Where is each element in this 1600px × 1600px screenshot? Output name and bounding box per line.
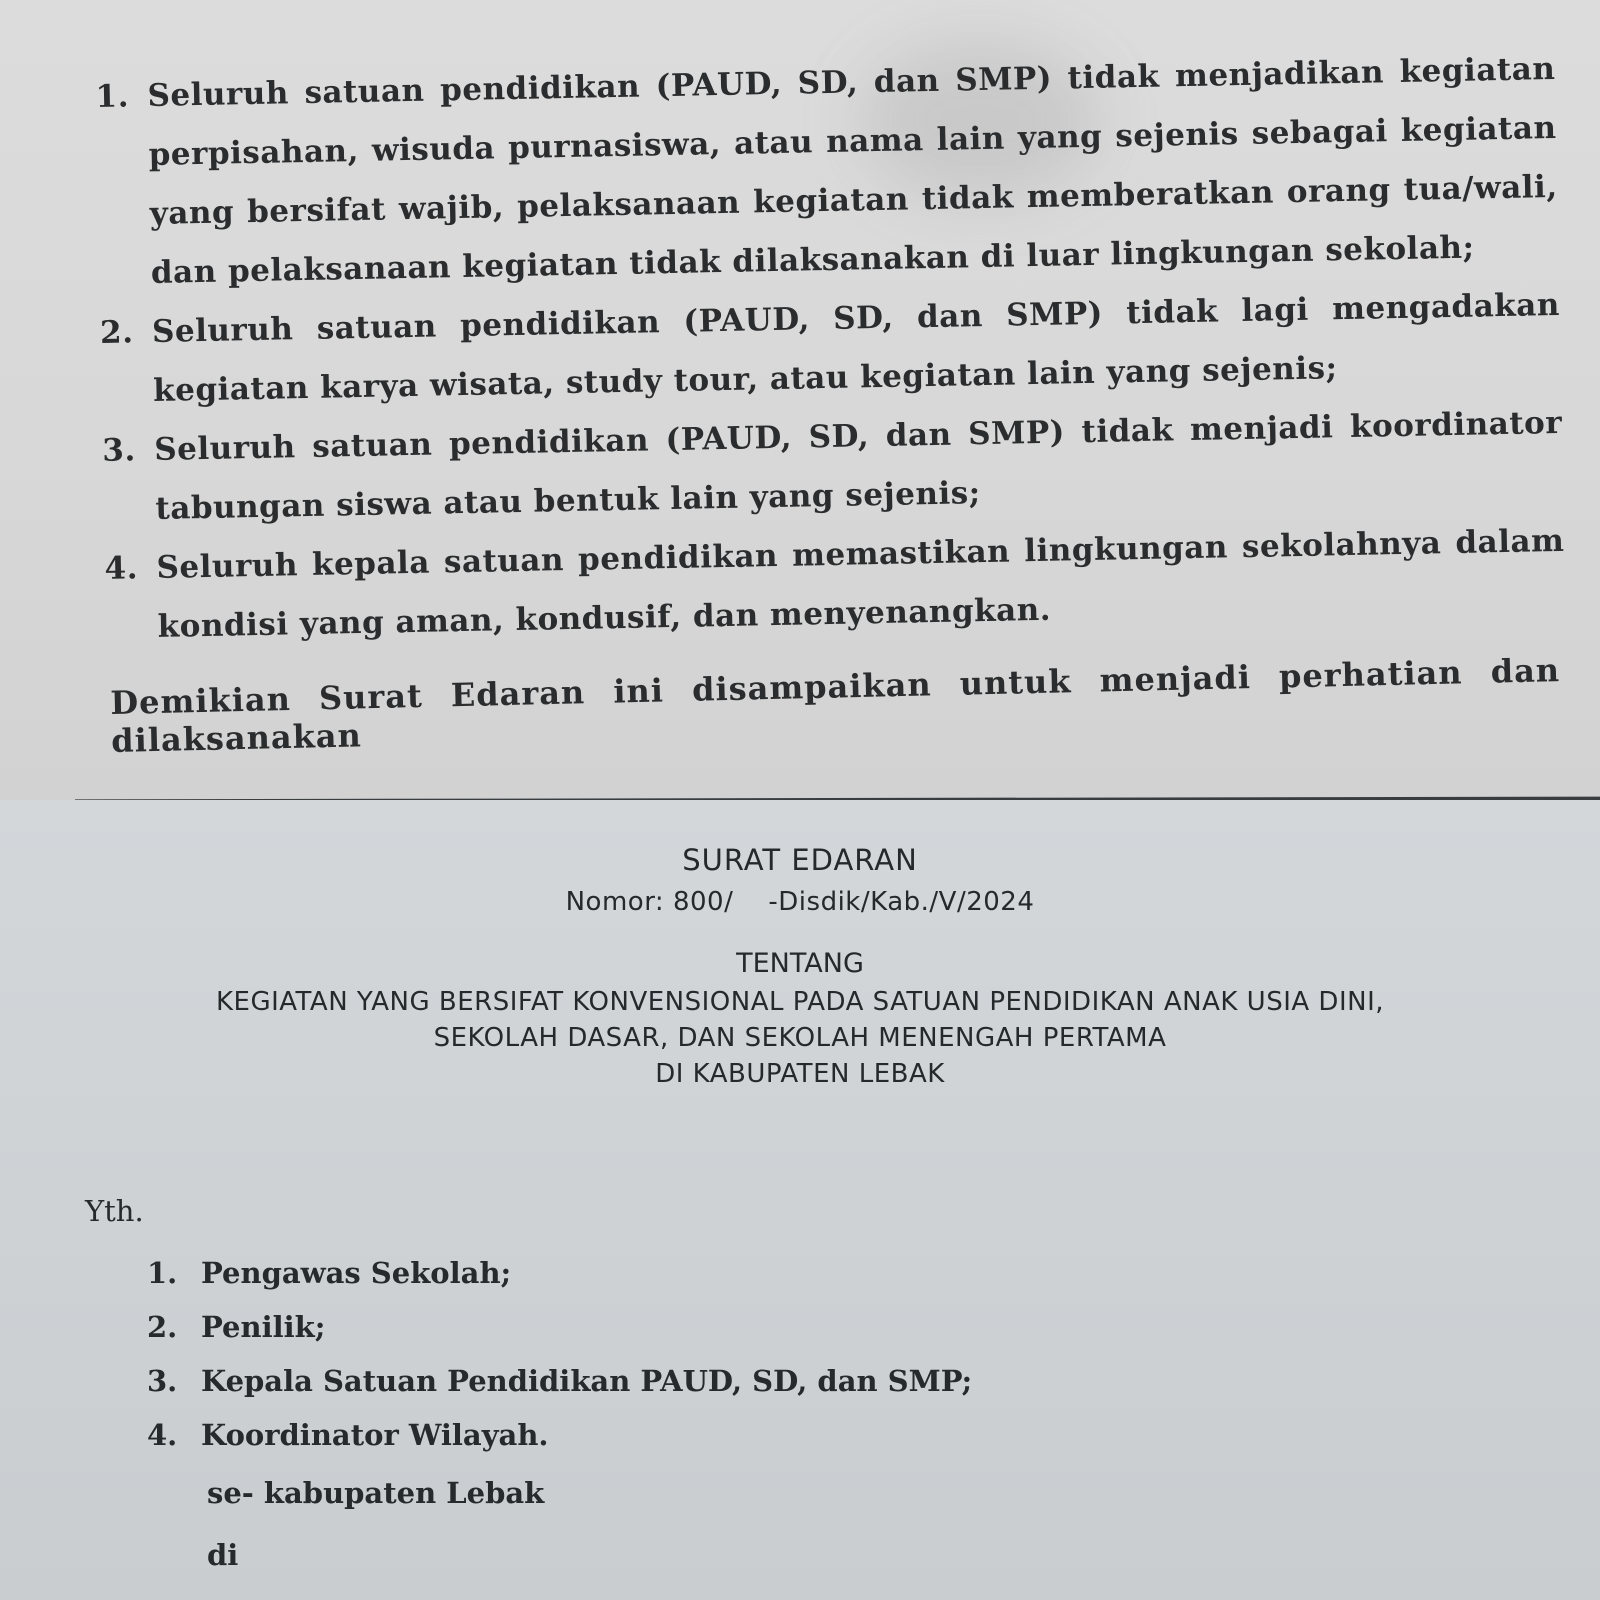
list-item-text: Seluruh satuan pendidikan (PAUD, SD, dan SMP) tidak menjadi koordinator tabungan siswa atau bentuk lain yang sejenis; [153,404,1563,527]
recipient-location: di [207,1538,239,1572]
list-item-number: 2. [99,314,134,351]
list-item-text: Seluruh satuan pendidikan (PAUD, SD, dan SMP) tidak menjadikan kegiatan perpisahan, wisuda purnasiswa, atau nama lain yang sejenis sebagai kegiatan yang bersifat wajib, pelaksanaan kegiatan tidak memberatkan orang tua/wali, dan pelaksanaan kegiatan tidak dilaksanakan di luar lingkungan sekolah; [147,50,1558,291]
recipient-number: 3. [147,1364,178,1398]
letter-number: Nomor: 800/ -Disdik/Kab./V/2024 [565,887,1035,917]
recipient-block [85,1194,1285,1586]
list-item-number: 1. [95,78,130,115]
subject-line: DI KABUPATEN LEBAK [655,1059,945,1089]
letter-header [0,838,1600,1092]
yth-label: Yth. [85,1194,144,1228]
recipient-item [147,1354,1285,1408]
list-item [95,40,1559,304]
list-item-text: Seluruh kepala satuan pendidikan memastikan lingkungan sekolahnya dalam kondisi yang aman, kondusif, dan menyenangkan. [156,522,1565,645]
letter-title: SURAT EDARAN [682,843,918,877]
recipient-scope: se- kabupaten Lebak [207,1476,545,1510]
recipient-number: 2. [147,1310,178,1344]
closing-sentence: Demikian Surat Edaran ini disampaikan untuk menjadi perhatian dan dilaksanakan [110,651,1561,760]
recipient-text: Penilik; [201,1310,326,1344]
recipient-text: Pengawas Sekolah; [201,1256,512,1290]
list-item-number: 4. [104,550,139,587]
recipient-item [147,1300,1285,1354]
list-item-number: 3. [102,432,137,469]
recipient-text: Kepala Satuan Pendidikan PAUD, SD, dan SMP; [201,1364,973,1398]
recipient-item [147,1408,1285,1462]
recipient-number: 1. [147,1256,178,1290]
subject-line: KEGIATAN YANG BERSIFAT KONVENSIONAL PADA SATUAN PENDIDIKAN ANAK USIA DINI, [215,987,1384,1017]
list-item-text: Seluruh satuan pendidikan (PAUD, SD, dan SMP) tidak lagi mengadakan kegiatan karya wisata, study tour, atau kegiatan lain yang sejenis; [151,286,1561,409]
subject-line: SEKOLAH DASAR, DAN SEKOLAH MENENGAH PERTAMA [433,1023,1167,1053]
recipient-number: 4. [147,1418,178,1452]
recipient-text: Koordinator Wilayah. [201,1418,549,1452]
directive-list [95,40,1566,658]
recipient-item [147,1246,1285,1300]
tentang-label: TENTANG [736,948,864,979]
